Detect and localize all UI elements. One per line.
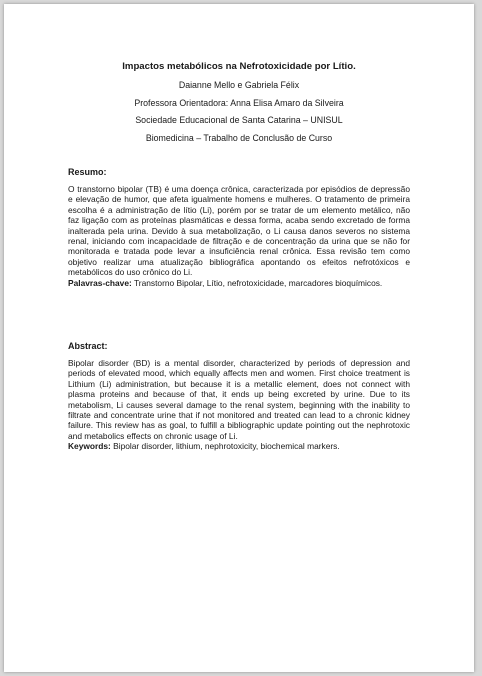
abstract-keywords-label: Keywords: — [68, 441, 111, 452]
paper-title: Impactos metabólicos na Nefrotoxicidade por Lítio. — [122, 61, 356, 72]
resumo-keywords-text: Transtorno Bipolar, Lítio, nefrotoxicidade, marcadores bioquímicos. — [133, 277, 383, 288]
resumo-section — [68, 166, 410, 288]
resumo-heading: Resumo: — [68, 167, 107, 177]
paper-header — [4, 60, 474, 149]
document-page — [4, 4, 474, 672]
resumo-keywords-label: Palavras-chave: — [68, 277, 132, 288]
resumo-keywords — [68, 278, 410, 288]
institution: Sociedade Educacional de Santa Catarina – UNISUL — [135, 115, 343, 125]
resumo-text: O transtorno bipolar (TB) é uma doença crônica, caracterizada por episódios de depressão e elevação de humor, que afeta igualmente homens e mulheres. O tratamento de primeira escolha é a administração de lítio (Li), porém por se tratar de um elemento metálico, não faz ligação com as proteínas plasmáticas e dessa forma, acaba sendo excretado de forma inalterada pela urina. Devido à sua metabolização, o Li causa danos severos no sistema renal, iniciando com incapacidade de filtração e de concentração da urina que se não for monitorada e tratada pode levar a insuficiência renal crônica. Essa revisão tem como objetivo realizar uma atualização bibliográfica apontando os efeitos nefrotóxicos e metabólicos do uso crônico do Li. — [68, 184, 410, 278]
abstract-keywords-text: Bipolar disorder, lithium, nephrotoxicity, biochemical markers. — [113, 441, 340, 452]
course: Biomedicina – Trabalho de Conclusão de Curso — [145, 132, 333, 143]
abstract-heading: Abstract: — [68, 341, 108, 351]
abstract-keywords — [68, 441, 410, 451]
abstract-section — [68, 340, 410, 452]
authors: Daianne Mello e Gabriela Félix — [178, 80, 300, 90]
abstract-text: Bipolar disorder (BD) is a mental disorder, characterized by periods of depression and periods of elevated mood, which equally affects men and women. First choice treatment is Lithium (Li) administration, but because it is a metallic element, does not connect with plasma proteins and because of that, it ends up being excreted by urine. Due to its metabolism, Li causes several damage to the renal system, beginning with the inability to filtrate and concentrate urine that if not monitored and treated can lead to a chronic kidney failure. This review has as goal, to fulfill a bibliographic update pointing out the nephrotoxic and metabolics effects on chronic usage of Li. — [68, 358, 410, 441]
advisor: Professora Orientadora: Anna Elisa Amaro da Silveira — [134, 97, 344, 108]
